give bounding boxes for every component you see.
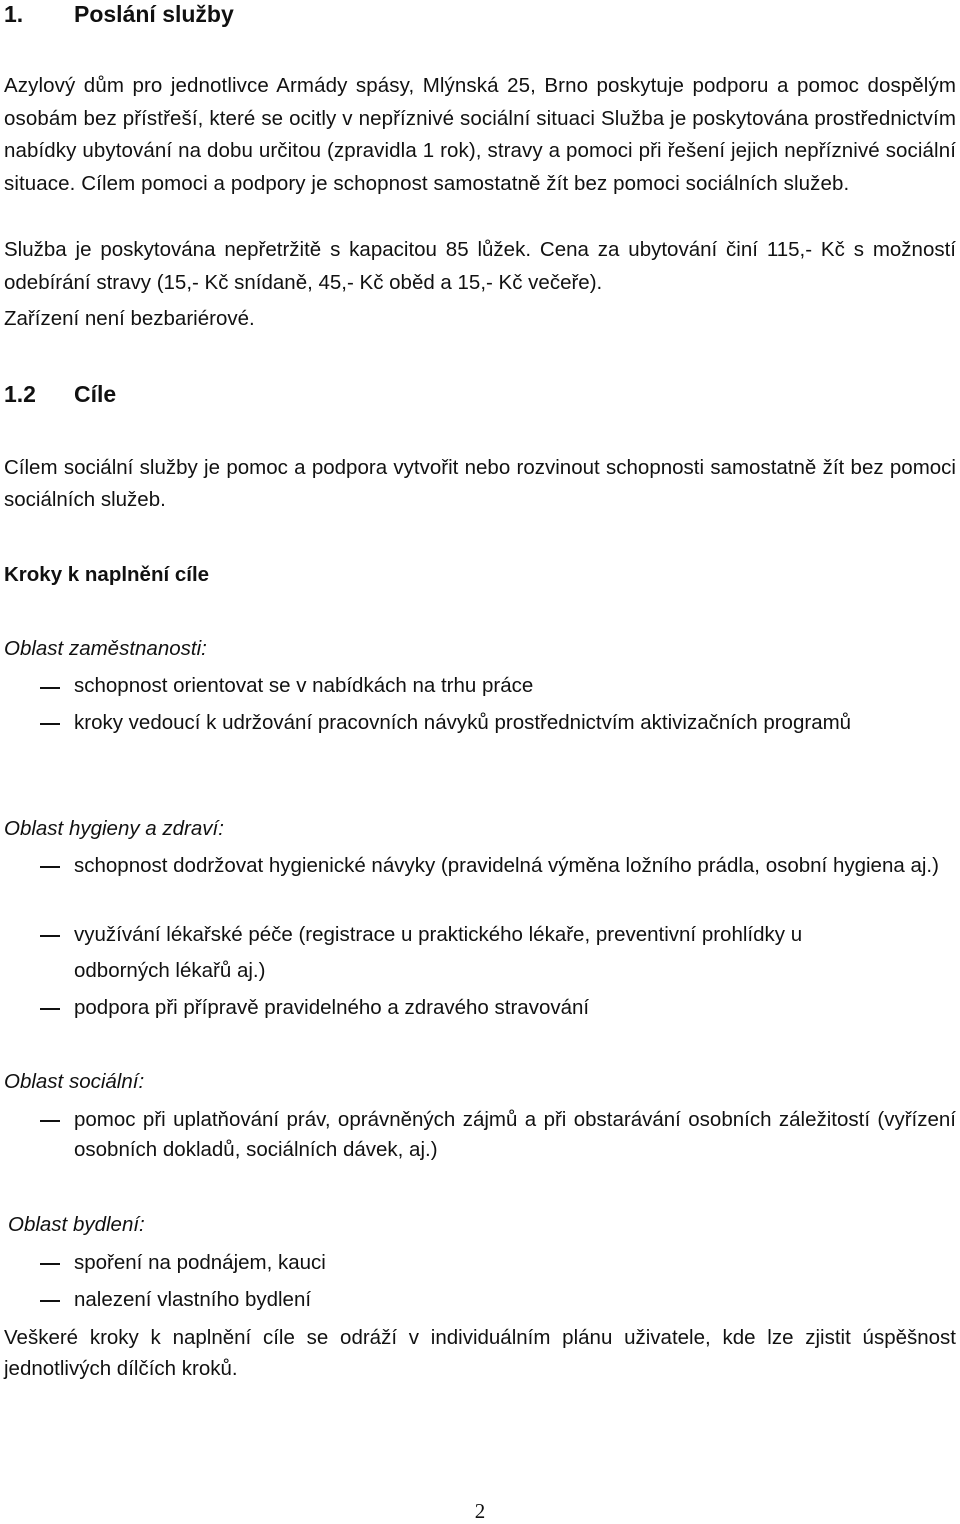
section-title: Poslání služby xyxy=(74,1,234,27)
list-dash xyxy=(40,1300,60,1302)
list-dash xyxy=(40,1120,60,1122)
list-item: schopnost orientovat se v nabídkách na trhu práce xyxy=(74,674,534,697)
section-title: Cíle xyxy=(74,381,117,407)
list-item: kroky vedoucí k udržování pracovních návyků prostřednictvím aktivizačních programů xyxy=(74,711,852,734)
list-dash xyxy=(40,1008,60,1010)
list-item: využívání lékařské péče (registrace u praktického lékaře, preventivní prohlídky u odborných lékařů aj.) xyxy=(74,923,803,982)
list-item: schopnost dodržovat hygienické návyky (pravidelná výměna ložního prádla, osobní hygiena aj.) xyxy=(74,854,939,877)
area-title-employment: Oblast zaměstnanosti: xyxy=(4,637,207,660)
section-number: 1. xyxy=(4,1,24,27)
accessibility-note: Zařízení není bezbariérové. xyxy=(4,307,255,330)
list-item: podpora při přípravě pravidelného a zdravého stravování xyxy=(74,996,590,1019)
list-dash xyxy=(40,723,60,725)
list-dash xyxy=(40,866,60,868)
section-heading-1 xyxy=(4,0,234,28)
section-heading-goals xyxy=(4,380,116,408)
list-item: pomoc při uplatňování práv, oprávněných zájmů a při obstarávání osobních záležitostí (vyřízení osobních dokladů, sociálních dávek, aj.) xyxy=(74,1108,956,1161)
mission-paragraph: Azylový dům pro jednotlivce Armády spásy, Mlýnská 25, Brno poskytuje podporu a pomoc dospělým osobám bez přístřeší, které se ocitly v nepříznivé sociální situaci Služba je poskytována prostřednictvím nabídky ubytování na dobu určitou (zpravidla 1 rok), stravy a pomoci při řešení jejich nepříznivé sociální situace. Cílem pomoci a podpory je schopnost samostatně žít bez pomoci sociálních služeb. xyxy=(4,74,956,195)
area-title-social: Oblast sociální: xyxy=(4,1070,145,1093)
list-dash xyxy=(40,1263,60,1265)
list-item: spoření na podnájem, kauci xyxy=(74,1251,326,1274)
list-dash xyxy=(40,935,60,937)
list-item: nalezení vlastního bydlení xyxy=(74,1288,312,1311)
list-dash xyxy=(40,687,60,689)
area-title-housing: Oblast bydlení: xyxy=(8,1213,145,1236)
capacity-paragraph: Služba je poskytována nepřetržitě s kapacitou 85 lůžek. Cena za ubytování činí 115,- Kč s možností odebírání stravy (15,- Kč snídaně, 45,- Kč oběd a 15,- Kč večeře). xyxy=(4,238,956,294)
area-title-hygiene: Oblast hygieny a zdraví: xyxy=(4,817,224,840)
closing-paragraph: Veškeré kroky k naplnění cíle se odráží v individuálním plánu uživatele, kde lze zjistit úspěšnost jednotlivých dílčích kroků. xyxy=(4,1326,956,1380)
goals-paragraph: Cílem sociální služby je pomoc a podpora vytvořit nebo rozvinout schopnosti samostatně žít bez pomoci sociálních služeb. xyxy=(4,456,956,511)
section-number: 1.2 xyxy=(4,381,36,407)
page-number: 2 xyxy=(474,1499,486,1523)
steps-heading: Kroky k naplnění cíle xyxy=(4,563,210,586)
